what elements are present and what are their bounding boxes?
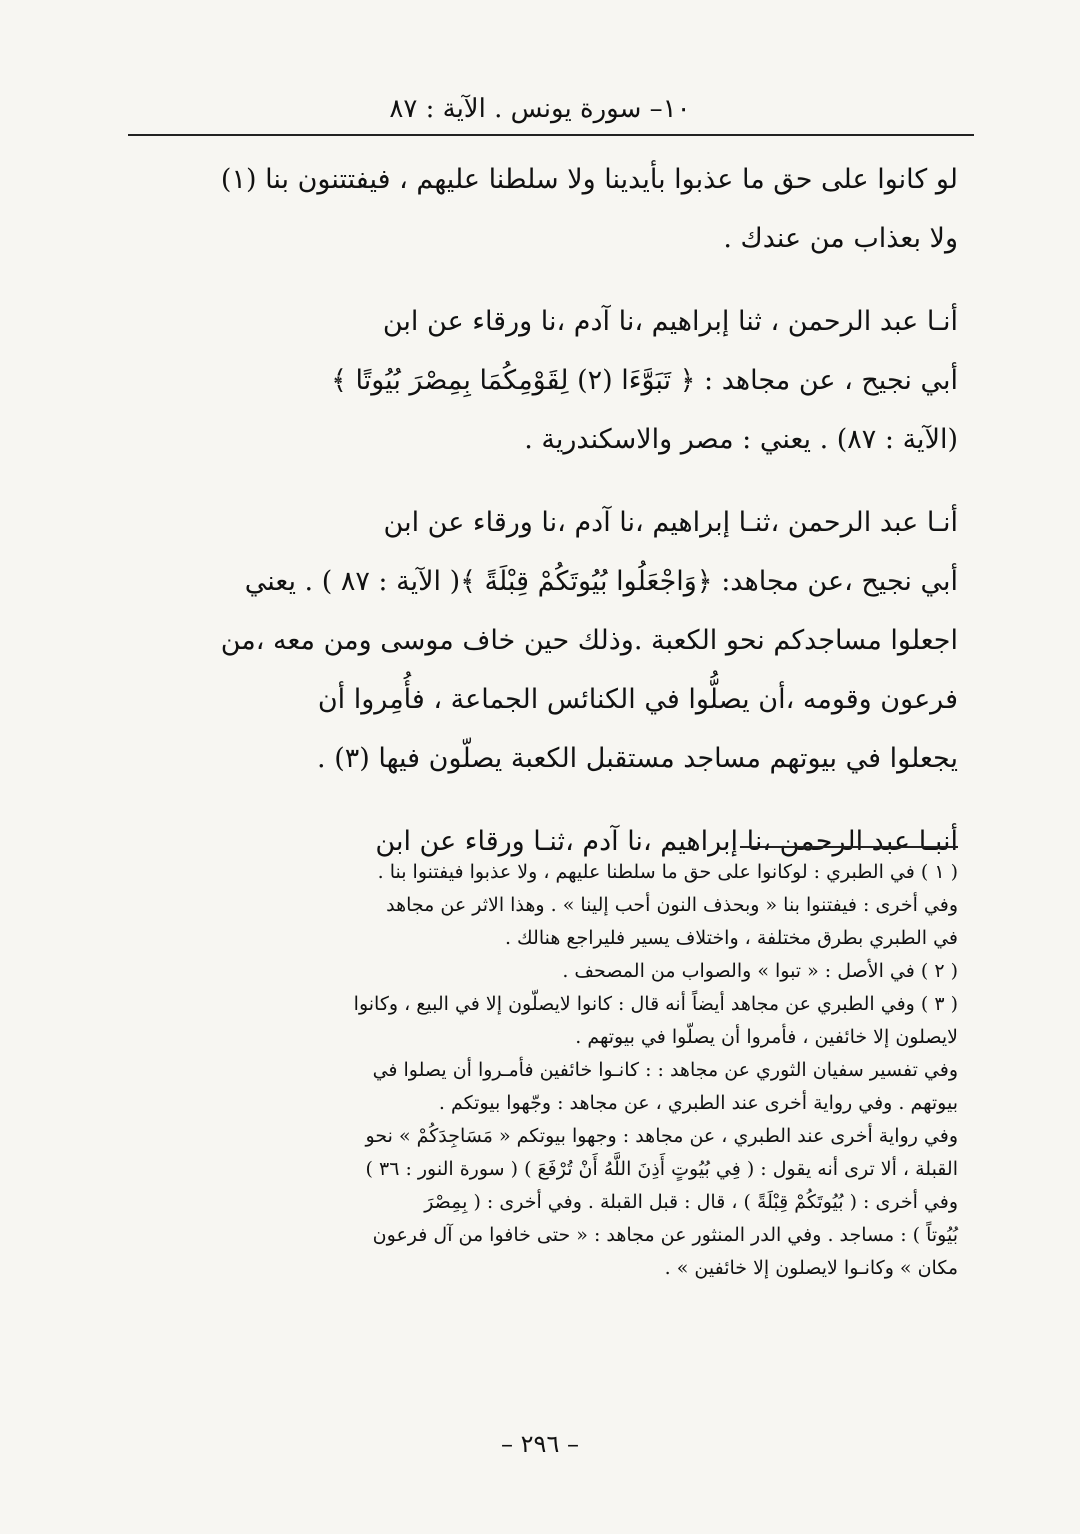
paragraph-gap bbox=[128, 268, 958, 292]
paragraph-gap bbox=[128, 788, 958, 812]
paragraph-gap bbox=[128, 469, 958, 493]
text-line: أنـا عبد الرحمن ،ثنـا إبراهيم ،نا آدم ،نا ورقاء عن ابن bbox=[383, 507, 958, 538]
footnote-rule bbox=[740, 846, 958, 848]
footnote-line: مكان » وكانـوا لايصلون إلا خائفين » . bbox=[664, 1257, 958, 1279]
header-rule bbox=[128, 134, 974, 136]
text-line: يجعلوا في بيوتهم مساجد مستقبل الكعبة يصلّون فيها (٣) . bbox=[317, 743, 958, 774]
footnote-line: وفي أخرى : ( بُيُوتَكُمْ قِبْلَةً ) ، قال : قبل القبلة . وفي أخرى : ( بِمِصْرَ bbox=[424, 1191, 958, 1213]
footnote-line: بُيُوتاً ) : مساجد . وفي الدر المنثور عن مجاهد : « حتى خافوا من آل فرعون bbox=[372, 1224, 958, 1246]
text-line: أنـا عبد الرحمن ، ثنا إبراهيم ،نا آدم ،نا ورقاء عن ابن bbox=[382, 306, 958, 337]
footnote-line: بيوتهم . وفي رواية أخرى عند الطبري ، عن مجاهد : وجّهوا بيوتكم . bbox=[438, 1092, 958, 1114]
text-line: أبي نجيح ،عن مجاهد: ﴿وَاجْعَلُوا بُيُوتَكُمْ قِبْلَةً ﴾( الآية : ٨٧ ) . يعني bbox=[244, 566, 958, 597]
footnote-line: ( ٢ ) في الأصل : « تبوا » والصواب من المصحف . bbox=[562, 960, 958, 982]
text-line: أنبـا عبد الرحمن ،نا إبراهيم ،نا آدم ،ثنـا ورقاء عن ابن bbox=[375, 826, 958, 857]
main-text bbox=[128, 150, 958, 871]
text-line: اجعلوا مساجدكم نحو الكعبة .وذلك حين خاف موسى ومن معه ،من bbox=[220, 625, 958, 656]
running-header: ١٠– سورة يونس . الآية : ٨٧ bbox=[389, 94, 691, 124]
footnote-line: ( ١ ) في الطبري : لوكانوا على حق ما سلطنا عليهم ، ولا عذبوا فيفتنوا بنا . bbox=[377, 861, 958, 883]
footnotes bbox=[128, 856, 958, 1285]
text-line: (الآية : ٨٧) . يعني : مصر والاسكندرية . bbox=[524, 424, 958, 455]
text-line: ولا بعذاب من عندك . bbox=[723, 223, 958, 254]
footnote-line: في الطبري بطرق مختلفة ، واختلاف يسير فليراجع هنالك . bbox=[504, 927, 958, 949]
text-line: أبي نجيح ، عن مجاهد : ﴿ تَبَوَّءَا (٢) لِقَوْمِكُمَا بِمِصْرَ بُيُوتًا ﴾ bbox=[331, 365, 958, 396]
text-line: لو كانوا على حق ما عذبوا بأيدينا ولا سلطنا عليهم ، فيفتتنون بنا (١) bbox=[220, 164, 958, 195]
footnote-line: ( ٣ ) وفي الطبري عن مجاهد أيضاً أنه قال : كانوا لايصلّون إلا في البيع ، وكانوا bbox=[353, 993, 958, 1015]
footnote-line: لايصلون إلا خائفين ، فأمروا أن يصلّوا في بيوتهم . bbox=[575, 1026, 958, 1048]
page-number: – ٢٩٦ – bbox=[501, 1430, 579, 1458]
footnote-line: وفي رواية أخرى عند الطبري ، عن مجاهد : وجهوا بيوتكم « مَسَاجِدَكُمْ » نحو bbox=[365, 1125, 958, 1147]
footnote-line: وفي تفسير سفيان الثوري عن مجاهد : : كانـوا خائفين فأمـروا أن يصلوا في bbox=[372, 1059, 958, 1081]
text-line: فرعون وقومه ،أن يصلُّوا في الكنائس الجماعة ، فأُمِروا أن bbox=[317, 684, 958, 715]
footnote-line: القبلة ، ألا ترى أنه يقول : ( فِي بُيُوتٍ أَذِنَ اللَّهُ أَنْ تُرْفَعَ ) ( سورة النور : ٣٦ ) bbox=[365, 1158, 958, 1180]
footnote-line: وفي أخرى : فيفتنوا بنا « وبحذف النون أحب إلينا » . وهذا الاثر عن مجاهد bbox=[386, 894, 958, 916]
